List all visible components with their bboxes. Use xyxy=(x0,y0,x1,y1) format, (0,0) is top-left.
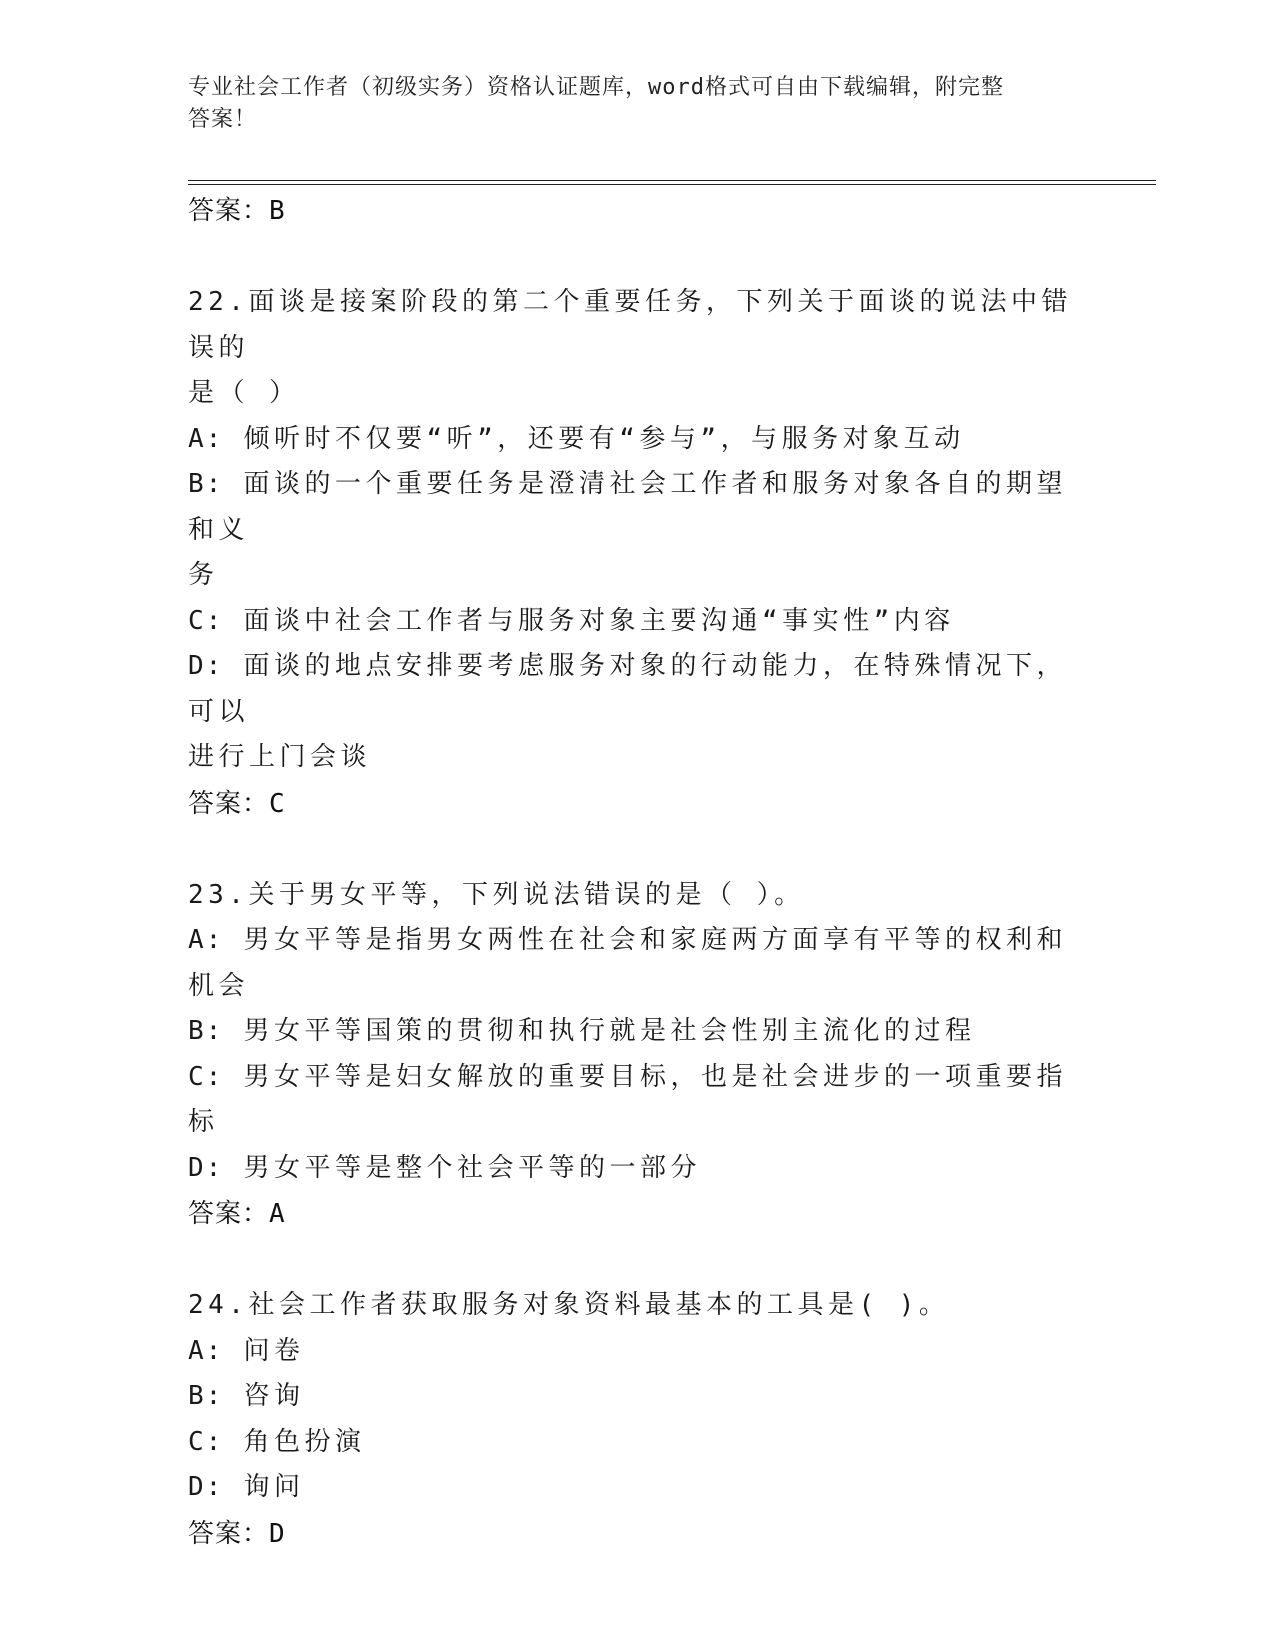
answer-value: B xyxy=(269,196,286,226)
option-b xyxy=(188,462,1088,553)
option-text: 男女平等是指男女两性在社会和家庭两方面享有平等的权利和机会 xyxy=(188,925,1067,1001)
option-b-continued: 务 xyxy=(188,560,219,590)
option-text: 面谈的一个重要任务是澄清社会工作者和服务对象各自的期望和义 xyxy=(188,469,1067,545)
option-c xyxy=(188,1420,1088,1466)
option-key: C: xyxy=(188,605,224,636)
option-a xyxy=(188,417,1088,463)
question-stem-line: 24.社会工作者获取服务对象资料最基本的工具是( )。 xyxy=(188,1290,950,1320)
answer-label: 答案： xyxy=(188,1199,270,1229)
answer-line xyxy=(188,188,1088,234)
answer-label: 答案： xyxy=(188,196,270,226)
option-text: 咨询 xyxy=(243,1381,305,1411)
option-d xyxy=(188,644,1088,735)
header-line-1: 专业社会工作者（初级实务）资格认证题库，word格式可自由下载编辑，附完整 xyxy=(188,75,1004,100)
option-text: 面谈的地点安排要考虑服务对象的行动能力，在特殊情况下，可以 xyxy=(188,651,1067,727)
option-key: C: xyxy=(188,1426,224,1457)
option-d xyxy=(188,1146,1088,1192)
option-text: 倾听时不仅要“听”，还要有“参与”，与服务对象互动 xyxy=(243,423,965,454)
option-key: D: xyxy=(188,651,224,681)
answer-line xyxy=(188,781,1088,827)
option-d-continued: 进行上门会谈 xyxy=(188,742,372,772)
option-key: B: xyxy=(188,469,224,499)
option-text: 男女平等是整个社会平等的一部分 xyxy=(243,1152,701,1183)
option-b xyxy=(188,1009,1088,1055)
answer-value: D xyxy=(269,1518,286,1549)
option-key: B: xyxy=(188,1016,224,1046)
option-text: 角色扮演 xyxy=(243,1426,366,1457)
question-stem-line: 是（ ） xyxy=(188,378,300,408)
answer-line xyxy=(188,1511,1088,1557)
option-key: D: xyxy=(188,1152,224,1183)
option-c xyxy=(188,1055,1088,1146)
option-text: 问卷 xyxy=(243,1335,305,1366)
question-list xyxy=(188,188,1088,1603)
answer-value: C xyxy=(269,788,286,819)
option-text: 男女平等是妇女解放的重要目标，也是社会进步的一项重要指标 xyxy=(188,1061,1067,1137)
answer-label: 答案： xyxy=(188,788,270,819)
option-key: A: xyxy=(188,1335,224,1366)
question-23 xyxy=(188,873,1088,1238)
option-a xyxy=(188,918,1088,1009)
option-d xyxy=(188,1465,1088,1511)
option-a xyxy=(188,1329,1088,1375)
question-22 xyxy=(188,280,1088,827)
option-text: 询问 xyxy=(243,1472,305,1502)
option-key: D: xyxy=(188,1472,224,1502)
question-stem-line: 23.关于男女平等，下列说法错误的是（ ）。 xyxy=(188,879,805,910)
option-key: A: xyxy=(188,423,224,454)
option-key: B: xyxy=(188,1381,224,1411)
option-b xyxy=(188,1374,1088,1420)
header-rule-top xyxy=(188,180,1156,181)
answer-value: A xyxy=(269,1199,286,1229)
header-rule-bottom xyxy=(188,184,1156,185)
header-line-2: 答案！ xyxy=(188,107,258,132)
option-c xyxy=(188,599,1088,645)
option-text: 面谈中社会工作者与服务对象主要沟通“事实性”内容 xyxy=(243,605,955,636)
option-text: 男女平等国策的贯彻和执行就是社会性别主流化的过程 xyxy=(243,1016,976,1046)
question-stem-line: 22.面谈是接案阶段的第二个重要任务，下列关于面谈的说法中错误的 xyxy=(188,287,1072,363)
answer-label: 答案： xyxy=(188,1518,270,1549)
option-key: A: xyxy=(188,925,224,955)
answer-line xyxy=(188,1191,1088,1237)
page-header xyxy=(188,72,1068,136)
option-key: C: xyxy=(188,1061,224,1092)
question-24 xyxy=(188,1283,1088,1557)
